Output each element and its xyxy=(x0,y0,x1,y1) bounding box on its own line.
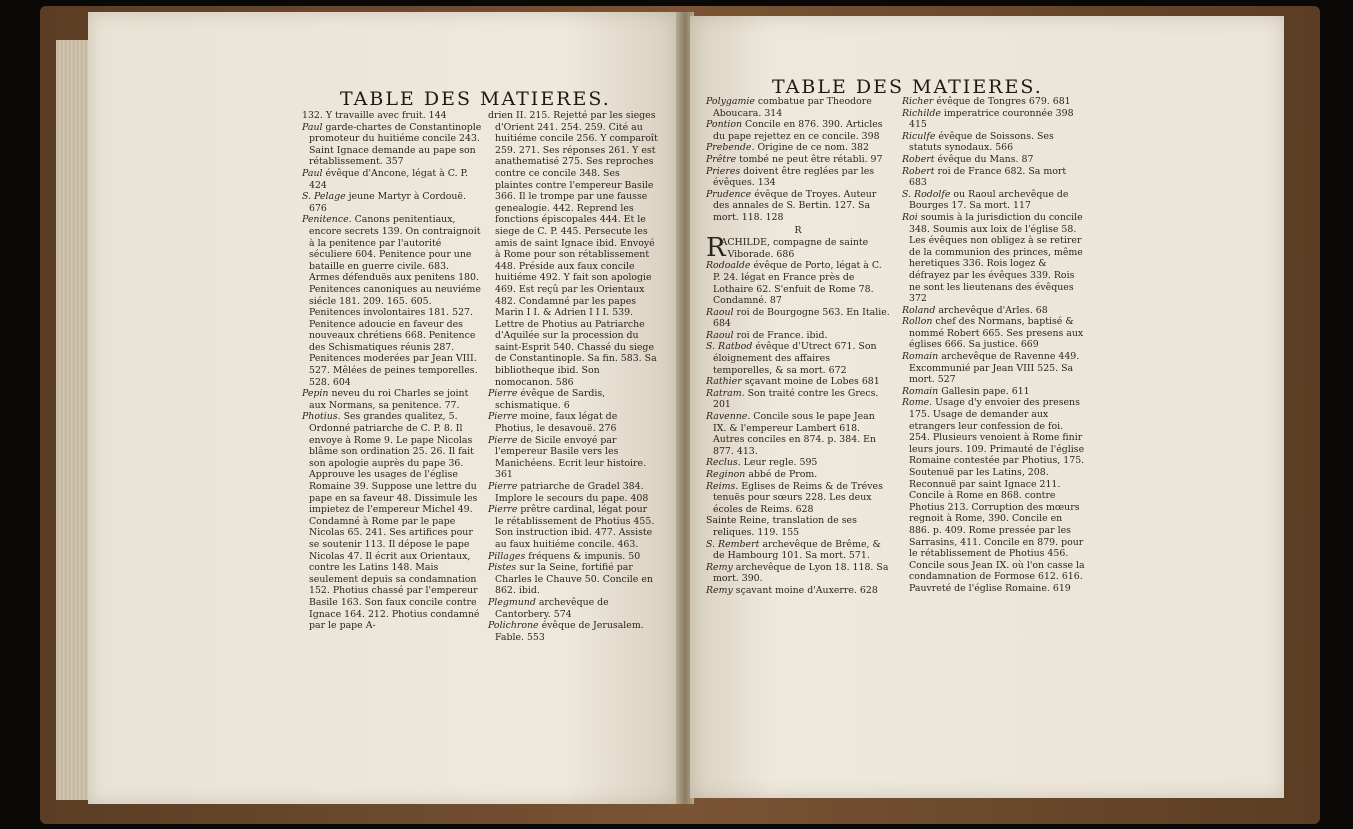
index-headword: Reims. xyxy=(706,480,739,492)
index-entry-text: abbé de Prom. xyxy=(748,469,818,480)
index-entry xyxy=(488,481,658,504)
index-headword: Pierre xyxy=(488,434,518,446)
index-entry xyxy=(902,154,1086,166)
index-entry-text: ACHILDE, compagne de sainte Viborade. 686 xyxy=(720,237,869,260)
index-headword: S. Rembert xyxy=(706,538,760,550)
index-headword: Plegmund xyxy=(488,596,536,608)
index-entry xyxy=(706,341,890,376)
index-entry-text: Son traité contre les Grecs. 201 xyxy=(713,387,879,411)
left-column-2 xyxy=(488,110,658,643)
index-entry xyxy=(902,131,1086,154)
index-headword: Prudence xyxy=(706,188,752,200)
index-entry-text: prêtre cardinal, légat pour le rétablissement de Photius 455. Son instruction ibid. 477. Assiste au faux huitiéme concile. 463. xyxy=(495,504,655,550)
index-entry-text: imperatrice couronnée 398 415 xyxy=(909,107,1074,131)
index-entry xyxy=(706,233,890,264)
index-entry xyxy=(706,562,890,585)
index-entry xyxy=(706,96,890,119)
index-entry xyxy=(902,305,1086,317)
index-headword: Pontion xyxy=(706,119,743,131)
index-entry xyxy=(488,110,658,388)
index-entry xyxy=(902,386,1086,398)
index-headword: Rathier xyxy=(706,376,742,388)
index-entry xyxy=(902,316,1086,351)
index-entry-text: évêque de Porto, légat à C. P. 24. légat en France près de Lothaire 62. S'enfuit de Rome 78. Condamné. 87 xyxy=(713,260,882,307)
index-entry-text: Eglises de Reims & de Tréves tenuës pour sœurs 228. Les deux écoles de Reims. 628 xyxy=(713,480,883,515)
index-entry-text: évêque de Soissons. Ses statuts synodaux. 566 xyxy=(909,130,1054,154)
index-entry xyxy=(302,110,482,122)
index-entry-text: Gallesin pape. 611 xyxy=(941,385,1030,397)
running-head-left: TABLE DES MATIERES. xyxy=(340,88,611,110)
index-entry xyxy=(706,376,890,388)
index-headword: Roland xyxy=(902,304,936,316)
index-entry-text: évêque d'Ancone, légat à C. P. 424 xyxy=(309,167,468,191)
index-headword: Penitence. xyxy=(302,214,352,226)
index-entry xyxy=(706,585,890,597)
index-headword: Pierre xyxy=(488,504,518,516)
right-column-1 xyxy=(706,96,890,597)
index-entry xyxy=(706,515,890,538)
index-entry xyxy=(302,411,482,631)
index-entry-text: drien II. 215. Rejetté par les sieges d'Orient 241. 254. 259. Cité au huitiéme concile 256. Y comparoît 259. 271. Ses réponses 261. Y est anathematisé 275. Ses reproches contre ce concile 348. Ses plaintes contre l'empereur Basile 366. Il le trompe par une fausse genealogie. 442. Reprend les fonctions épiscopales 444. Et le siege de C. P. 445. Persecute les amis de saint Ignace ibid. Envoyé à Rome pour son rétablissement 448. Préside aux faux concile huitiéme 492. Y fait son apologie 469. Est reçû par les Orientaux 482. Condamné par les papes Marin I I. & Adrien I I I. 539. Lettre de Photius au Patriarche d'Aquilée sur la procession du saint-Esprit 540. Chassé du siege de Constantinople. Sa fin. 583. Sa bibliotheque ibid. Son nomocanon. 586 xyxy=(488,110,658,388)
index-headword: Polichrone xyxy=(488,620,539,632)
index-headword: Paul xyxy=(302,121,323,133)
index-entry xyxy=(706,481,890,516)
index-entry xyxy=(706,189,890,224)
index-entry-text: de Sicile envoyé par l'empereur Basile vers les Manichéens. Ecrit leur histoire. 361 xyxy=(495,434,647,481)
index-entry xyxy=(706,388,890,411)
index-entry-text: sçavant moine de Lobes 681 xyxy=(744,376,880,388)
index-entry-text: Usage d'y envoier des presens 175. Usage de demander aux etrangers leur confession de foi. 254. Plusieurs venoient à Rome finir leurs jours. 109. Primauté de l'église Romaine contestée par Photius, 175. Soutenuë par les Latins, 208. Reconnuë par saint Ignace 211. Concile à Rome en 868. contre Photius 213. Corruption des mœurs regnoit à Rome, 390. Concile en 886. p. 409. Rome pressée par les Sarrasins, 411. Concile en 879. pour le rétablissement de Photius 456. Concile sous Jean IX. où l'on casse la condamnation de Formose 612. 616. Pauvreté de l'église Romaine. 619 xyxy=(909,397,1085,594)
index-headword: Romain xyxy=(902,385,939,397)
index-headword: Raoul xyxy=(706,329,734,341)
index-headword: Riculfe xyxy=(902,130,936,142)
index-entry xyxy=(902,212,1086,305)
index-headword: Remy xyxy=(706,561,733,573)
index-entry xyxy=(488,597,658,620)
index-headword: Remy xyxy=(706,584,733,596)
index-headword: Robert xyxy=(902,165,935,177)
index-entry xyxy=(706,119,890,142)
index-entry-text: doivent être reglées par les évêques. 134 xyxy=(713,165,875,189)
index-headword: Robert xyxy=(902,153,935,165)
index-headword: S. Rodolfe xyxy=(902,188,951,200)
index-entry-text: moine, faux légat de Photius, le desavouë. 276 xyxy=(495,411,618,435)
index-entry xyxy=(706,154,890,166)
index-headword: Romain xyxy=(902,351,939,363)
index-headword: Pillages xyxy=(488,550,526,562)
index-entry-text: roi de France 682. Sa mort 683 xyxy=(909,165,1067,189)
index-entry xyxy=(706,142,890,154)
index-entry xyxy=(706,457,890,469)
index-entry xyxy=(488,435,658,481)
index-entry xyxy=(706,469,890,481)
index-entry xyxy=(302,168,482,191)
index-entry xyxy=(302,191,482,214)
index-headword: Prebende. xyxy=(706,142,755,154)
index-entry-text: évêque de Tongres 679. 681 xyxy=(936,96,1071,107)
index-headword: Richilde xyxy=(902,107,941,119)
index-entry xyxy=(302,122,482,168)
index-headword: Prêtre xyxy=(706,153,737,165)
index-headword: Pierre xyxy=(488,481,518,492)
index-entry xyxy=(488,620,658,643)
index-headword: Ravenne. xyxy=(706,411,751,423)
index-headword: Richer xyxy=(902,96,934,107)
index-headword: Raoul xyxy=(706,306,734,318)
index-entry-text: fréquens & impunis. 50 xyxy=(528,550,641,562)
index-entry xyxy=(488,504,658,550)
index-entry-text: évêque de Troyes. Auteur des annales de S. Bertin. 127. Sa mort. 118. 128 xyxy=(713,188,877,223)
index-headword: S. Ratbod xyxy=(706,341,753,353)
index-entry xyxy=(488,562,658,597)
index-entry xyxy=(302,388,482,411)
index-entry xyxy=(706,330,890,342)
index-entry-text: sur la Seine, fortifié par Charles le Chauve 50. Concile en 862. ibid. xyxy=(495,562,653,597)
index-entry xyxy=(902,351,1086,386)
index-entry-text: archevêque d'Arles. 68 xyxy=(938,304,1048,316)
index-headword: Rollon xyxy=(902,316,933,328)
index-entry-text: Ses grandes qualitez, 5. Ordonné patriarche de C. P. 8. Il envoye à Rome 9. Le pape Nicolas blâme son ordination 25. 26. Il fait son apologie auprès du pape 36. Approuve les usages de l'église Romaine 39. Suppose une lettre du pape en sa faveur 48. Dissimule les impietez de l'empereur Michel 49. Condamné à Rome par le pape Nicolas 65. 241. Ses artifices pour se soutenir 113. Il dépose le pape Nicolas 47. Il écrit aux Orientaux, contre les Latins 148. Mais seulement depuis sa condamnation 152. Photius chassé par l'empereur Basile 163. Son faux concile contre Ignace 164. 212. Photius condamné par le pape A- xyxy=(309,411,480,632)
index-headword: R xyxy=(706,233,726,264)
index-headword: Pierre xyxy=(488,411,518,423)
index-entry-text: archevêque de Ravenne 449. Excommunié par Jean VIII 525. Sa mort. 527 xyxy=(909,351,1080,386)
index-entry xyxy=(488,411,658,434)
index-entry xyxy=(902,397,1086,594)
index-entry-text: archevêque de Cantorbery. 574 xyxy=(495,596,609,620)
index-entry-text: chef des Normans, baptisé & nommé Robert 665. Ses presens aux églises 666. Sa justice. 669 xyxy=(909,316,1084,351)
index-entry xyxy=(302,214,482,388)
index-entry xyxy=(706,260,890,306)
left-column-1 xyxy=(302,110,482,632)
index-entry xyxy=(902,108,1086,131)
index-headword: Roi xyxy=(902,211,918,223)
index-headword: Reginon xyxy=(706,469,746,480)
index-headword: Pierre xyxy=(488,388,518,400)
index-entry-text: archevêque de Lyon 18. 118. Sa mort. 390. xyxy=(713,561,889,585)
index-entry xyxy=(706,166,890,189)
index-entry-text: soumis à la jurisdiction du concile 348. Soumis aux loix de l'église 58. Les évêques non obligez à se retirer de la communion des princes, même heretiques 336. Rois logez & défrayez par les évêques 339. Rois ne sont les lieutenans des évêques 372 xyxy=(909,211,1083,305)
index-entry xyxy=(706,539,890,562)
index-entry-text: archevêque de Brême, & de Hambourg 101. Sa mort. 571. xyxy=(713,538,881,562)
index-entry-text: combatue par Theodore Aboucara. 314 xyxy=(713,96,872,119)
index-entry xyxy=(902,189,1086,212)
page-edges xyxy=(56,40,90,800)
index-headword: Ratram. xyxy=(706,387,745,399)
index-entry xyxy=(902,166,1086,189)
index-entry xyxy=(488,551,658,563)
index-entry-text: tombé ne peut être rétabli. 97 xyxy=(739,153,883,165)
left-page xyxy=(88,12,678,804)
right-column-2 xyxy=(902,96,1086,595)
index-entry-text: Origine de ce nom. 382 xyxy=(757,142,869,154)
index-entry xyxy=(902,96,1086,108)
index-entry-text: jeune Martyr à Cordouë. 676 xyxy=(309,191,466,214)
index-headword: Rodoalde xyxy=(706,260,751,272)
index-headword: S. Pelage xyxy=(302,191,346,203)
index-headword: Paul xyxy=(302,167,323,179)
index-entry-text: neveu du roi Charles se joint aux Normans, sa penitence. 77. xyxy=(309,388,469,411)
index-headword: Reclus. xyxy=(706,457,741,469)
index-headword: Photius. xyxy=(302,411,341,423)
index-entry-text: garde-chartes de Constantinople promoteur du huitiéme concile 243. Saint Ignace demande au pape son rétablissement. 357 xyxy=(309,121,482,168)
index-entry-text: Canons penitentiaux, encore secrets 139. On contraignoit à la penitence par l'autorité séculiere 604. Penitence pour une bataille en guerre civile. 683. Armes défenduës aux penitens 180. Penitences canoniques au neuviéme siécle 181. 209. 165. 605. Penitences involontaires 181. 527. Penitence adoucie en faveur des nouveaux chrétiens 668. Penitence des Schismatiques réunis 287. Penitences moderées par Jean VIII. 527. Mêlées de peines temporelles. 528. 604 xyxy=(309,214,481,388)
index-headword: Prieres xyxy=(706,165,741,177)
section-letter: R xyxy=(794,224,802,236)
index-entry-text: ou Raoul archevêque de Bourges 17. Sa mort. 117 xyxy=(909,188,1069,212)
index-entry-text: roi de France. ibid. xyxy=(736,329,828,341)
index-headword: Polygamie xyxy=(706,96,755,107)
index-entry xyxy=(488,388,658,411)
index-headword: Rome. xyxy=(902,397,933,409)
index-entry-text: évêque de Jerusalem. Fable. 553 xyxy=(495,620,644,643)
right-page xyxy=(690,16,1284,798)
index-entry-text: 132. Y travaille avec fruit. 144 xyxy=(302,110,447,121)
index-entry xyxy=(706,411,890,457)
index-entry xyxy=(706,307,890,330)
index-entry-text: patriarche de Gradel 384. Implore le secours du pape. 408 xyxy=(495,481,649,504)
index-headword: Pepin xyxy=(302,388,329,400)
index-headword: Pistes xyxy=(488,562,517,574)
index-entry-text: évêque d'Utrect 671. Son éloignement des affaires temporelles, & sa mort. 672 xyxy=(713,341,877,376)
index-entry-text: Sainte Reine, translation de ses reliques. 119. 155 xyxy=(706,515,857,538)
index-entry-text: évêque du Mans. 87 xyxy=(937,153,1034,165)
index-entry-text: Leur regle. 595 xyxy=(743,457,818,469)
index-entry-text: roi de Bourgogne 563. En Italie. 684 xyxy=(713,306,890,330)
running-head-right: TABLE DES MATIERES. xyxy=(772,76,1043,98)
index-entry-text: évêque de Sardis, schismatique. 6 xyxy=(495,388,606,411)
index-entry-text: Concile sous le pape Jean IX. & l'empereur Lambert 618. Autres conciles en 874. p. 384. En 877. 413. xyxy=(713,411,877,457)
index-entry-text: sçavant moine d'Auxerre. 628 xyxy=(735,584,878,596)
index-entry-text: Concile en 876. 390. Articles du pape rejettez en ce concile. 398 xyxy=(713,119,883,142)
